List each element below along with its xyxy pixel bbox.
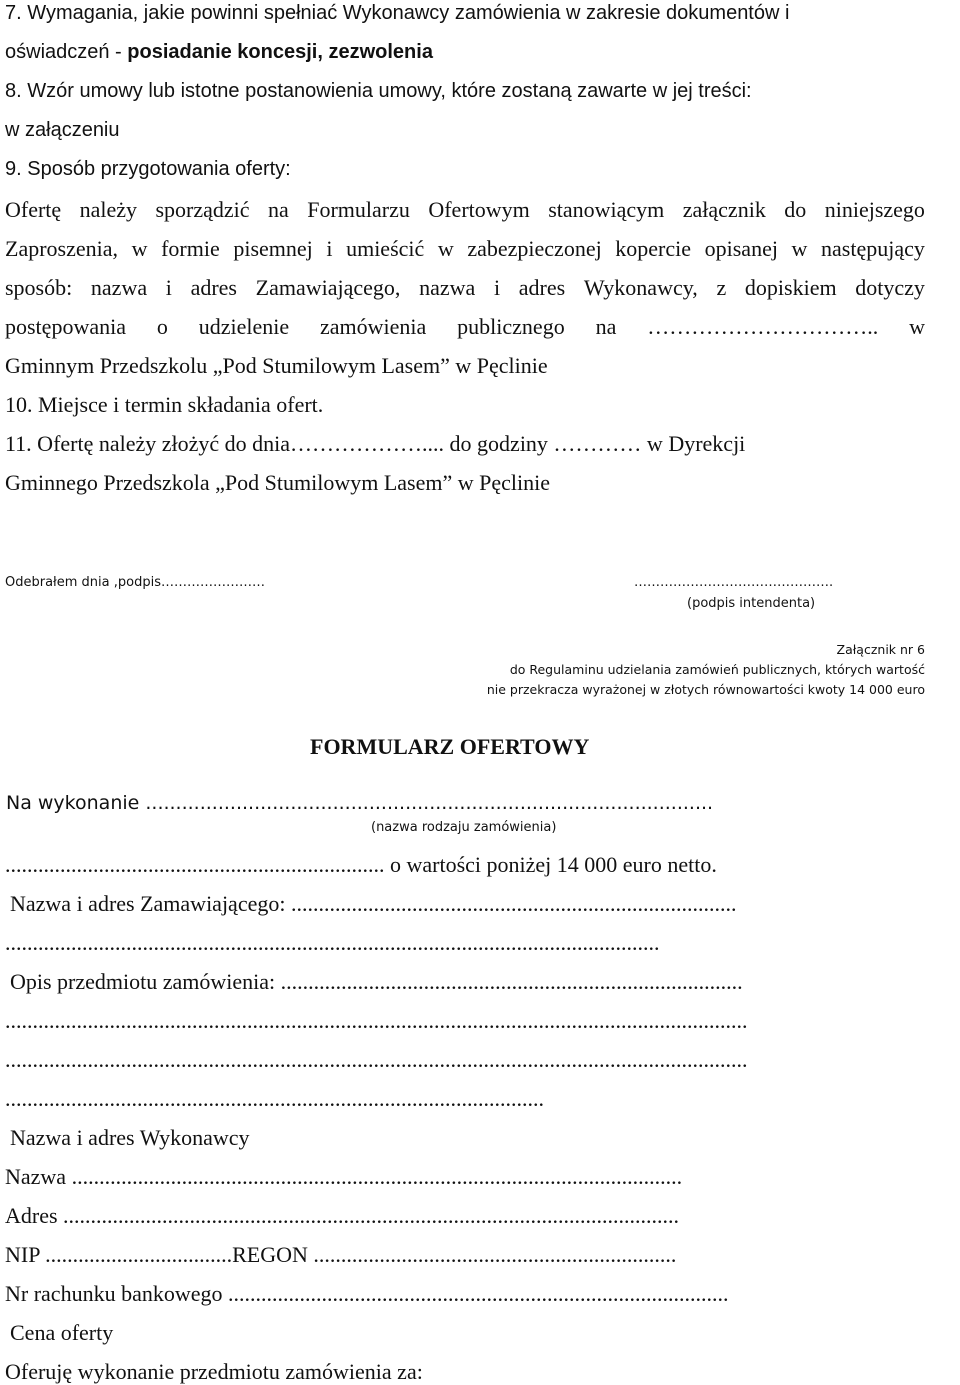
word: publicznego <box>457 314 565 339</box>
word: postępowania <box>5 314 126 339</box>
wykonawca-nazwa-field: Nazwa ............................................................................................................... <box>5 1164 683 1189</box>
word: w <box>437 236 454 261</box>
word: Ofertowym <box>428 197 530 222</box>
value-line: ..................................................................... o wartości poniżej 14 000 euro netto. <box>5 852 717 877</box>
word: załącznik <box>682 197 766 222</box>
word: następujący <box>821 236 925 261</box>
received-signature-line: Odebrałem dnia ,podpis…………………… <box>5 575 265 590</box>
word: w <box>909 314 925 339</box>
word: dopiskiem <box>744 275 837 300</box>
opis-continuation-2: ....................................................................................................................................... <box>5 1047 748 1072</box>
section-11-line-1: 11. Ofertę należy złożyć do dnia……………….... do godziny ………… w Dyrekcji <box>5 431 746 456</box>
word: umieścić <box>346 236 425 261</box>
form-title: FORMULARZ OFERTOWY <box>310 734 590 759</box>
section-11-line-2: Gminnego Przedszkola „Pod Stumilowym Lasem” w Pęclinie <box>5 470 551 495</box>
word: adres <box>518 275 566 300</box>
section-9-paragraph-line-3 <box>5 275 925 301</box>
attachment-number: Załącznik nr 6 <box>836 642 925 657</box>
na-wykonanie-field: Na wykonanie .............................................................................................. <box>6 792 714 814</box>
section-7-line-1: 7. Wymagania, jakie powinni spełniać Wykonawcy zamówienia w zakresie dokumentów i <box>5 2 790 24</box>
opis-przedmiotu-field: Opis przedmiotu zamówienia: .................................................................................... <box>10 969 743 994</box>
word: na <box>595 314 617 339</box>
word: nazwa <box>90 275 148 300</box>
word: dotyczy <box>855 275 925 300</box>
word: sposób: <box>5 275 73 300</box>
word: niniejszego <box>824 197 925 222</box>
section-7-line-2 <box>5 41 433 64</box>
word: adres <box>190 275 237 300</box>
word: Zaproszenia, <box>5 236 118 261</box>
word: Formularzu <box>307 197 410 222</box>
word: i <box>493 275 501 300</box>
na-wykonanie-caption: (nazwa rodzaju zamówienia) <box>371 820 557 835</box>
nip-regon-field: NIP ..................................REGON .................................................................. <box>5 1242 677 1267</box>
section-9-paragraph-line-4 <box>5 314 925 340</box>
section-9-paragraph-line-5: Gminnym Przedszkolu „Pod Stumilowym Lasem” w Pęclinie <box>5 353 548 378</box>
word: ………………………….. <box>647 314 879 339</box>
section-8-line-2: w załączeniu <box>5 119 120 141</box>
word: sporządzić <box>155 197 250 222</box>
word: zamówienia <box>320 314 427 339</box>
word: pisemnej <box>233 236 313 261</box>
section-8-line-1: 8. Wzór umowy lub istotne postanowienia umowy, które zostaną zawarte w jej treści: <box>5 80 752 102</box>
word: na <box>268 197 289 222</box>
word: Ofertę <box>5 197 62 222</box>
word: Wykonawcy, <box>583 275 698 300</box>
zamawiajacy-field: Nazwa i adres Zamawiającego: ................................................................................. <box>10 891 737 916</box>
intendent-signature-caption: (podpis intendenta) <box>687 596 816 611</box>
word: stanowiącym <box>548 197 665 222</box>
oferuje-line: Oferuję wykonanie przedmiotu zamówienia za: <box>5 1359 423 1384</box>
section-7-text: oświadczeń - <box>5 41 128 63</box>
section-10: 10. Miejsce i termin składania ofert. <box>5 392 324 417</box>
word: i <box>165 275 172 300</box>
section-9-paragraph-line-2 <box>5 236 925 262</box>
opis-continuation-1: ....................................................................................................................................... <box>5 1008 748 1033</box>
word: i <box>326 236 333 261</box>
word: nazwa <box>419 275 476 300</box>
word: zabezpieczonej <box>467 236 602 261</box>
intendent-signature-dots: ………………………………………. <box>634 575 834 590</box>
word: o <box>156 314 168 339</box>
word: udzielenie <box>198 314 290 339</box>
word: w <box>131 236 148 261</box>
word: formie <box>161 236 220 261</box>
wykonawca-adres-field: Adres ................................................................................................................ <box>5 1203 680 1228</box>
attachment-threshold: nie przekracza wyrażonej w złotych równowartości kwoty 14 000 euro <box>486 682 925 697</box>
zamawiajacy-continuation: ....................................................................................................................... <box>5 930 660 955</box>
bank-account-field: Nr rachunku bankowego ........................................................................................... <box>5 1281 729 1306</box>
section-9-paragraph-line-1 <box>5 197 925 223</box>
attachment-regulation: do Regulaminu udzielania zamówień publicznych, których wartość <box>509 662 925 677</box>
word: kopercie <box>615 236 692 261</box>
cena-oferty-heading: Cena oferty <box>10 1320 114 1345</box>
wykonawca-heading: Nazwa i adres Wykonawcy <box>10 1125 250 1150</box>
word: w <box>791 236 808 261</box>
word: Zamawiającego, <box>255 275 401 300</box>
section-7-bold-text: posiadanie koncesji, zezwolenia <box>127 41 433 63</box>
opis-continuation-3: .................................................................................................. <box>5 1086 544 1111</box>
word: należy <box>79 197 138 222</box>
word: z <box>716 275 727 300</box>
word: opisanej <box>704 236 778 261</box>
word: do <box>784 197 807 222</box>
section-9-heading: 9. Sposób przygotowania oferty: <box>5 158 291 180</box>
